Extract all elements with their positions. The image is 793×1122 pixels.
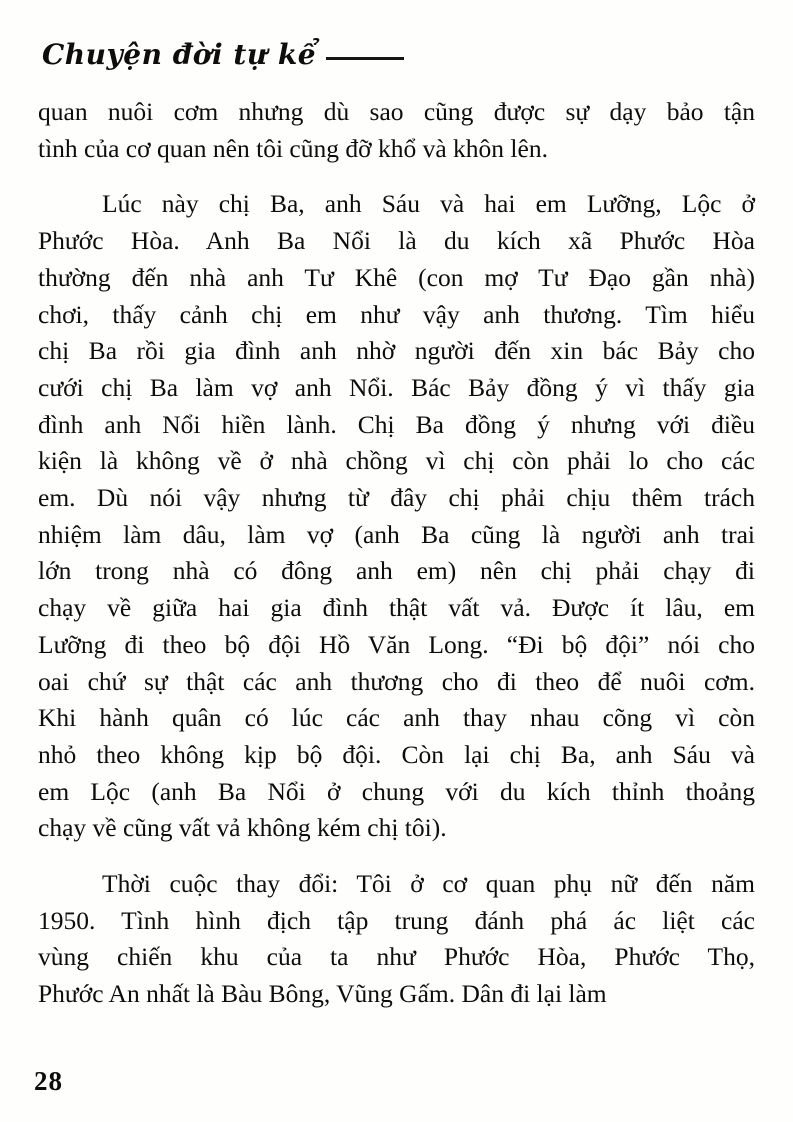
text-line: em Lộc (anh Ba Nổi ở chung với du kích thỉnh thoảng bbox=[38, 776, 755, 806]
running-header-title: Chuyện đời tự kể bbox=[42, 38, 317, 71]
text-line: chạy về giữa hai gia đình thật vất vả. Được ít lâu, em bbox=[38, 593, 755, 623]
text-line: Phước An nhất là Bàu Bông, Vũng Gấm. Dân đi lại làm bbox=[38, 979, 607, 1009]
text-line: nhiệm làm dâu, làm vợ (anh Ba cũng là người anh trai bbox=[38, 519, 755, 549]
text-line: đình anh Nổi hiền lành. Chị Ba đồng ý nhưng với điều bbox=[38, 409, 755, 439]
text-line: vùng chiến khu của ta như Phước Hòa, Phước Thọ, bbox=[38, 942, 755, 972]
text-line: thường đến nhà anh Tư Khê (con mợ Tư Đạo gần nhà) bbox=[38, 262, 755, 292]
paragraph bbox=[38, 866, 755, 1013]
text-line: kiện là không về ở nhà chồng vì chị còn phải lo cho các bbox=[38, 446, 755, 476]
text-line: chạy về cũng vất vả không kém chị tôi). bbox=[38, 813, 447, 843]
paragraph bbox=[38, 186, 755, 847]
text-line: Lưỡng đi theo bộ đội Hồ Văn Long. “Đi bộ đội” nói cho bbox=[38, 629, 755, 659]
text-line: oai chứ sự thật các anh thương cho đi theo để nuôi cơm. bbox=[38, 666, 755, 696]
paragraph bbox=[38, 94, 755, 167]
header-rule-divider bbox=[326, 57, 404, 60]
text-line: Lúc này chị Ba, anh Sáu và hai em Lưỡng, Lộc ở bbox=[102, 189, 755, 219]
text-line: chị Ba rồi gia đình anh nhờ người đến xin bác Bảy cho bbox=[38, 336, 755, 366]
text-line: chơi, thấy cảnh chị em như vậy anh thương. Tìm hiểu bbox=[38, 299, 755, 329]
text-line: cưới chị Ba làm vợ anh Nổi. Bác Bảy đồng ý vì thấy gia bbox=[38, 372, 755, 402]
text-line: Khi hành quân có lúc các anh thay nhau cõng vì còn bbox=[38, 703, 755, 733]
body-text bbox=[38, 94, 755, 1013]
text-line: 1950. Tình hình địch tập trung đánh phá ác liệt các bbox=[38, 905, 755, 935]
text-line: tình của cơ quan nên tôi cũng đỡ khổ và khôn lên. bbox=[38, 133, 548, 163]
text-line: Phước Hòa. Anh Ba Nổi là du kích xã Phước Hòa bbox=[38, 226, 755, 256]
text-line: nhỏ theo không kịp bộ đội. Còn lại chị Ba, anh Sáu và bbox=[38, 739, 755, 769]
text-line: em. Dù nói vậy nhưng từ đây chị phải chịu thêm trách bbox=[38, 483, 755, 513]
text-line: quan nuôi cơm nhưng dù sao cũng được sự dạy bảo tận bbox=[38, 97, 755, 126]
text-line: Thời cuộc thay đổi: Tôi ở cơ quan phụ nữ đến năm bbox=[102, 869, 755, 899]
running-header bbox=[42, 38, 404, 71]
text-line: lớn trong nhà có đông anh em) nên chị phải chạy đi bbox=[38, 556, 755, 586]
page-number: 28 bbox=[34, 1066, 63, 1096]
